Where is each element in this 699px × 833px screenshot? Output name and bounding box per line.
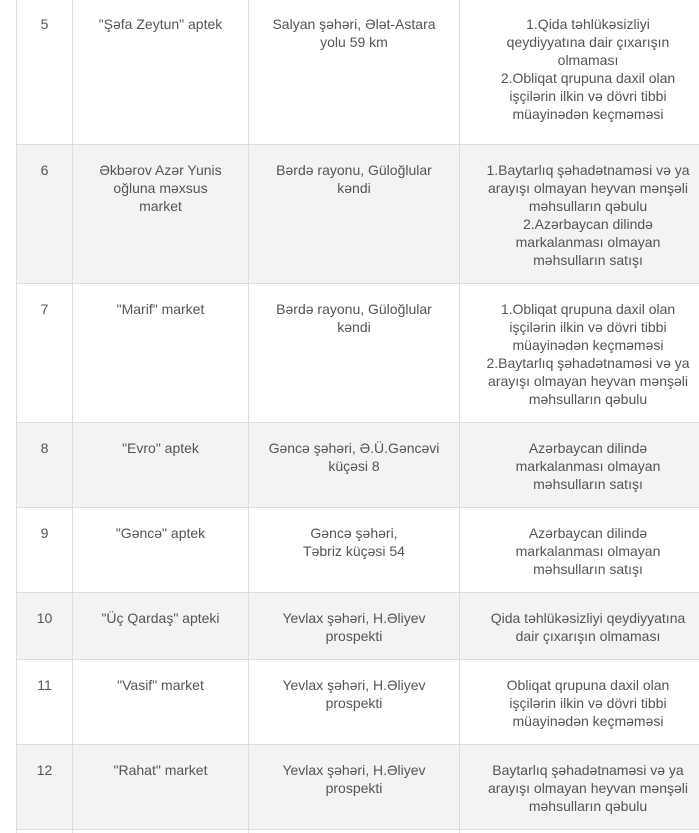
violation-line: 1.Baytarlıq şəhadətnaməsi və ya bbox=[486, 162, 690, 178]
violation-line: dair çıxarışın olmaması bbox=[515, 628, 661, 644]
business-name-cell bbox=[73, 593, 249, 660]
row-number-cell bbox=[17, 593, 73, 660]
violation-line: olmaması bbox=[557, 52, 619, 68]
violation-line: məhsulların satışı bbox=[533, 561, 643, 577]
table-row bbox=[17, 745, 699, 830]
violation-cell bbox=[460, 423, 699, 508]
address-cell bbox=[249, 830, 460, 833]
business-name-cell bbox=[73, 0, 249, 145]
business-name-cell bbox=[73, 284, 249, 423]
violation-cell bbox=[460, 745, 699, 830]
business-name-line: "Rahat" market bbox=[113, 762, 208, 778]
violation-line: məhsulların qəbulu bbox=[528, 798, 648, 814]
violation-cell bbox=[460, 284, 699, 423]
violation-line: qeydiyyatına dair çıxarışın bbox=[506, 34, 670, 50]
row-number-cell bbox=[17, 660, 73, 745]
address-line: kəndi bbox=[337, 180, 371, 196]
business-name-line: "Üç Qardaş" apteki bbox=[101, 610, 220, 626]
table-row bbox=[17, 830, 699, 833]
address-line: Gəncə şəhəri, Ə.Ü.Gəncəvi bbox=[268, 440, 440, 456]
row-number: 11 bbox=[37, 677, 52, 693]
violation-line: məhsulların qəbulu bbox=[528, 198, 648, 214]
row-number-cell bbox=[17, 745, 73, 830]
address-cell bbox=[249, 284, 460, 423]
row-number: 7 bbox=[40, 301, 49, 317]
address-cell bbox=[249, 593, 460, 660]
business-name-cell bbox=[73, 830, 249, 833]
address-line: prospekti bbox=[325, 695, 383, 711]
row-number: 10 bbox=[36, 610, 53, 626]
address-cell bbox=[249, 0, 460, 145]
table-row bbox=[17, 593, 699, 660]
row-number: 6 bbox=[40, 162, 49, 178]
violation-line: arayışı olmayan heyvan mənşəli bbox=[488, 373, 688, 389]
address-cell bbox=[249, 145, 460, 284]
row-number-cell bbox=[17, 145, 73, 284]
table-row bbox=[17, 423, 699, 508]
row-number-cell bbox=[17, 423, 73, 508]
address-line: Yevlax şəhəri, H.Əliyev bbox=[282, 762, 426, 778]
address-line: Təbriz küçəsi 54 bbox=[303, 543, 405, 559]
business-name-line: "Şəfa Zeytun" aptek bbox=[98, 16, 223, 32]
violation-cell bbox=[460, 145, 699, 284]
business-name-line: "Evro" aptek bbox=[122, 440, 199, 456]
business-name-cell bbox=[73, 660, 249, 745]
violation-line: markalanması olmayan bbox=[515, 234, 661, 250]
business-name-line: "Marif" market bbox=[116, 301, 205, 317]
table-row bbox=[17, 660, 699, 745]
row-number: 9 bbox=[40, 525, 49, 541]
violation-line: Azərbaycan dilində bbox=[528, 525, 648, 541]
address-line: küçəsi 8 bbox=[328, 458, 380, 474]
violation-line: işçilərin ilkin və dövri tibbi bbox=[509, 695, 667, 711]
business-name-line: Əkbərov Azər Yunis bbox=[99, 162, 222, 178]
business-name-cell bbox=[73, 423, 249, 508]
violation-line: məhsulların satışı bbox=[533, 252, 643, 268]
address-line: Gəncə şəhəri, bbox=[310, 525, 398, 541]
row-number: 12 bbox=[36, 762, 53, 778]
violation-line: markalanması olmayan bbox=[515, 543, 661, 559]
violation-line: məhsulların satışı bbox=[533, 476, 643, 492]
address-line: prospekti bbox=[325, 780, 383, 796]
violation-line: məhsulların qəbulu bbox=[528, 391, 648, 407]
row-number-cell bbox=[17, 508, 73, 593]
address-line: Bərdə rayonu, Güloğlular bbox=[276, 301, 432, 317]
violation-line: markalanması olmayan bbox=[515, 458, 661, 474]
violation-line: işçilərin ilkin və dövri tibbi bbox=[509, 319, 667, 335]
violation-line: Obliqat qrupuna daxil olan bbox=[506, 677, 670, 693]
business-name-line: oğluna məxsus bbox=[113, 180, 208, 196]
violation-line: 1.Obliqat qrupuna daxil olan bbox=[500, 301, 676, 317]
violation-line: 1.Qida təhlükəsizliyi bbox=[526, 16, 650, 32]
business-name-line: market bbox=[139, 198, 182, 214]
violation-line: müayinədən keçməməsi bbox=[512, 337, 664, 353]
violation-line: Baytarlıq şəhadətnaməsi və ya bbox=[492, 762, 684, 778]
violation-cell bbox=[460, 508, 699, 593]
violation-line: Azərbaycan dilində bbox=[528, 440, 648, 456]
row-number: 8 bbox=[40, 440, 49, 456]
violation-line: müayinədən keçməməsi bbox=[512, 106, 664, 122]
table-body bbox=[17, 0, 699, 833]
business-name-cell bbox=[73, 508, 249, 593]
row-number-cell bbox=[17, 830, 73, 833]
address-line: prospekti bbox=[325, 628, 383, 644]
violation-cell bbox=[460, 830, 699, 833]
address-cell bbox=[249, 423, 460, 508]
violation-line: 2.Azərbaycan dilində bbox=[523, 216, 653, 232]
table-row bbox=[17, 508, 699, 593]
violation-line: 2.Baytarlıq şəhadətnaməsi və ya bbox=[486, 355, 690, 371]
table-row bbox=[17, 0, 699, 145]
address-line: Yevlax şəhəri, H.Əliyev bbox=[282, 677, 426, 693]
address-cell bbox=[249, 660, 460, 745]
violation-cell bbox=[460, 593, 699, 660]
row-number-cell bbox=[17, 0, 73, 145]
violation-cell bbox=[460, 0, 699, 145]
violation-cell bbox=[460, 660, 699, 745]
table-row bbox=[17, 284, 699, 423]
violation-line: işçilərin ilkin və dövri tibbi bbox=[509, 88, 667, 104]
row-number: 5 bbox=[40, 16, 49, 32]
row-number-cell bbox=[17, 284, 73, 423]
address-line: kəndi bbox=[337, 319, 371, 335]
business-name-cell bbox=[73, 145, 249, 284]
violation-line: müayinədən keçməməsi bbox=[512, 713, 664, 729]
address-line: Bərdə rayonu, Güloğlular bbox=[276, 162, 432, 178]
address-line: Yevlax şəhəri, H.Əliyev bbox=[282, 610, 426, 626]
address-line: Salyan şəhəri, Ələt-Astara bbox=[272, 16, 436, 32]
business-name-cell bbox=[73, 745, 249, 830]
address-cell bbox=[249, 508, 460, 593]
violation-line: arayışı olmayan heyvan mənşəli bbox=[488, 180, 688, 196]
business-name-line: "Vasif" market bbox=[117, 677, 204, 693]
violation-line: 2.Obliqat qrupuna daxil olan bbox=[500, 70, 676, 86]
address-cell bbox=[249, 745, 460, 830]
address-line: yolu 59 km bbox=[320, 34, 388, 50]
violation-line: arayışı olmayan heyvan mənşəli bbox=[488, 780, 688, 796]
inspection-results-table bbox=[16, 0, 699, 833]
business-name-line: "Gəncə" aptek bbox=[115, 525, 206, 541]
table-row bbox=[17, 145, 699, 284]
violation-line: Qida təhlükəsizliyi qeydiyyatına bbox=[490, 610, 686, 626]
